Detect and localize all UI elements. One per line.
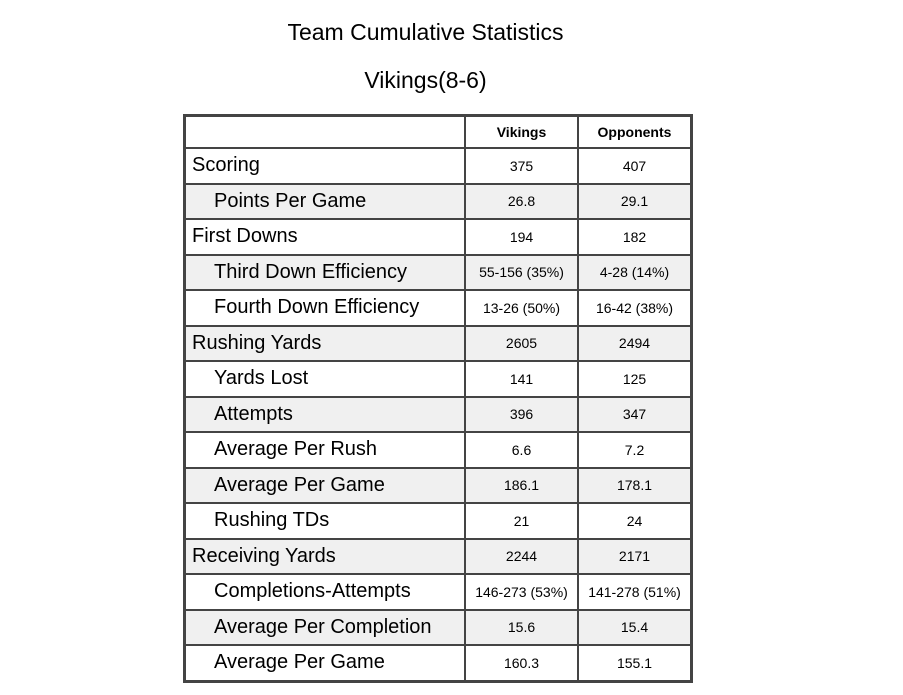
header-vikings: Vikings <box>465 116 578 149</box>
vikings-value: 55-156 (35%) <box>465 255 578 291</box>
table-row <box>185 645 692 681</box>
table-row <box>185 361 692 397</box>
opponents-value: 347 <box>578 397 692 433</box>
row-label: Scoring <box>185 148 466 184</box>
opponents-value: 16-42 (38%) <box>578 290 692 326</box>
opponents-value: 407 <box>578 148 692 184</box>
row-label: Average Per Completion <box>185 610 466 646</box>
header-opponents: Opponents <box>578 116 692 149</box>
row-label: First Downs <box>185 219 466 255</box>
row-label: Yards Lost <box>185 361 466 397</box>
vikings-value: 2244 <box>465 539 578 575</box>
row-label: Average Per Game <box>185 468 466 504</box>
header-stat-label <box>185 116 466 149</box>
opponents-value: 24 <box>578 503 692 539</box>
table-row <box>185 219 692 255</box>
table-row <box>185 184 692 220</box>
row-label: Average Per Game <box>185 645 466 681</box>
opponents-value: 4-28 (14%) <box>578 255 692 291</box>
table-header-row <box>185 116 692 149</box>
page-title: Team Cumulative Statistics <box>287 19 564 45</box>
table-row <box>185 574 692 610</box>
table-row <box>185 397 692 433</box>
vikings-value: 160.3 <box>465 645 578 681</box>
vikings-value: 2605 <box>465 326 578 362</box>
vikings-value: 396 <box>465 397 578 433</box>
opponents-value: 155.1 <box>578 645 692 681</box>
opponents-value: 141-278 (51%) <box>578 574 692 610</box>
vikings-value: 15.6 <box>465 610 578 646</box>
opponents-value: 7.2 <box>578 432 692 468</box>
vikings-value: 146-273 (53%) <box>465 574 578 610</box>
opponents-value: 15.4 <box>578 610 692 646</box>
vikings-value: 13-26 (50%) <box>465 290 578 326</box>
vikings-value: 141 <box>465 361 578 397</box>
vikings-value: 375 <box>465 148 578 184</box>
table-row <box>185 468 692 504</box>
table-row <box>185 148 692 184</box>
table-row <box>185 326 692 362</box>
table-row <box>185 539 692 575</box>
opponents-value: 125 <box>578 361 692 397</box>
opponents-value: 2171 <box>578 539 692 575</box>
vikings-value: 21 <box>465 503 578 539</box>
team-stats-table <box>183 114 693 683</box>
vikings-value: 194 <box>465 219 578 255</box>
table-row <box>185 432 692 468</box>
row-label: Average Per Rush <box>185 432 466 468</box>
row-label: Rushing Yards <box>185 326 466 362</box>
row-label: Fourth Down Efficiency <box>185 290 466 326</box>
table-row <box>185 610 692 646</box>
opponents-value: 182 <box>578 219 692 255</box>
table-row <box>185 290 692 326</box>
vikings-value: 186.1 <box>465 468 578 504</box>
row-label: Completions-Attempts <box>185 574 466 610</box>
row-label: Points Per Game <box>185 184 466 220</box>
vikings-value: 26.8 <box>465 184 578 220</box>
vikings-value: 6.6 <box>465 432 578 468</box>
opponents-value: 2494 <box>578 326 692 362</box>
opponents-value: 29.1 <box>578 184 692 220</box>
row-label: Attempts <box>185 397 466 433</box>
table-row <box>185 503 692 539</box>
row-label: Third Down Efficiency <box>185 255 466 291</box>
team-record-subtitle: Vikings(8-6) <box>364 67 487 93</box>
row-label: Receiving Yards <box>185 539 466 575</box>
row-label: Rushing TDs <box>185 503 466 539</box>
opponents-value: 178.1 <box>578 468 692 504</box>
table-row <box>185 255 692 291</box>
